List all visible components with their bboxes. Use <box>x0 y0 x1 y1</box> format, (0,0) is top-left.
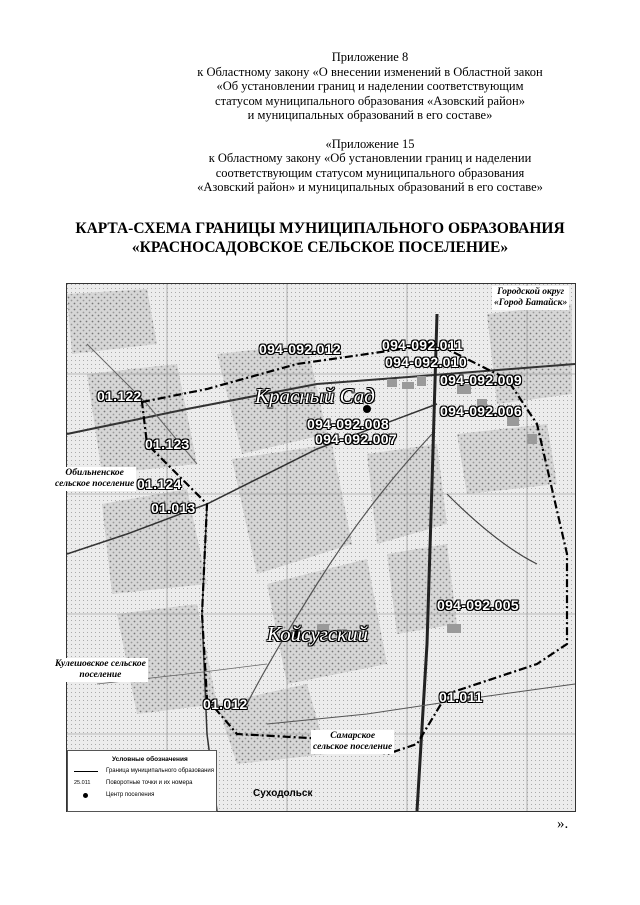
legend-center-icon <box>83 793 88 798</box>
point-code: 094-092.009 <box>440 372 522 388</box>
appendix-15-line-1: к Областному закону «Об установлении границ и наделении <box>208 151 532 165</box>
appendix-15-label: «Приложение 15 <box>325 136 415 151</box>
settlement-krasny-sad: Красный Сад <box>255 384 375 408</box>
legend-row-boundary: Граница муниципального образования <box>74 768 212 777</box>
point-code: 01.013 <box>151 500 196 516</box>
point-code: 094-092.012 <box>259 341 341 357</box>
neighbor-kuleshovskoe: Кулешовское сельское поселение <box>55 659 146 680</box>
neighbor-obilnenskoe: Обильненское сельское поселение <box>55 468 135 489</box>
point-code: 094-092.011 <box>382 337 464 353</box>
point-code: 01.123 <box>145 436 190 452</box>
appendix-8-line-3: статусом муниципального образования «Азовский район» <box>215 93 525 108</box>
boundary-map <box>55 283 576 812</box>
map-title-line-1: КАРТА-СХЕМА ГРАНИЦЫ МУНИЦИПАЛЬНОГО ОБРАЗОВАНИЯ <box>75 220 565 237</box>
closing-quote: ». <box>557 816 569 832</box>
map-title-line-2: «КРАСНОСАДОВСКОЕ СЕЛЬСКОЕ ПОСЕЛЕНИЕ» <box>131 239 509 256</box>
appendix-8-line-2: «Об установлении границ и наделении соответствующим <box>216 79 524 93</box>
neighbor-bataysk: Городской округ «Город Батайск» <box>494 287 568 308</box>
map-legend <box>67 750 217 812</box>
map-title <box>40 219 600 257</box>
legend-row-points: 25.011 Поворотные точки и их номера <box>74 780 193 786</box>
appendix-8-line-4: и муниципальных образований в его составе» <box>247 108 493 122</box>
point-code: 094-092.008 <box>307 416 389 432</box>
point-code: 094-092.005 <box>437 597 519 613</box>
point-code: 01.012 <box>203 696 248 712</box>
point-code: 01.124 <box>137 476 182 492</box>
appendix-15-line-2: соответствующим статусом муниципального образования <box>215 165 525 180</box>
legend-row-center: Центр поселения <box>74 792 212 801</box>
point-code: 094-092.010 <box>385 354 467 370</box>
point-code: 094-092.006 <box>440 403 522 419</box>
place-sukhodolsk: Суходольск <box>253 788 313 799</box>
point-code: 01.011 <box>439 689 483 705</box>
appendix-8-line-1: к Областному закону «О внесении изменений в Областной закон <box>197 64 543 79</box>
appendix-15-line-3: «Азовский район» и муниципальных образований в его составе» <box>197 180 543 194</box>
neighbor-samarskoe: Самарское сельское поселение <box>313 731 393 752</box>
point-code: 01.122 <box>97 388 142 404</box>
legend-title: Условные обозначения <box>112 756 188 763</box>
appendix-header <box>150 50 590 195</box>
appendix-8-label: Приложение 8 <box>331 50 409 64</box>
point-code: 094-092.007 <box>315 431 397 447</box>
settlement-koysugsky: Койсугский <box>267 622 368 646</box>
